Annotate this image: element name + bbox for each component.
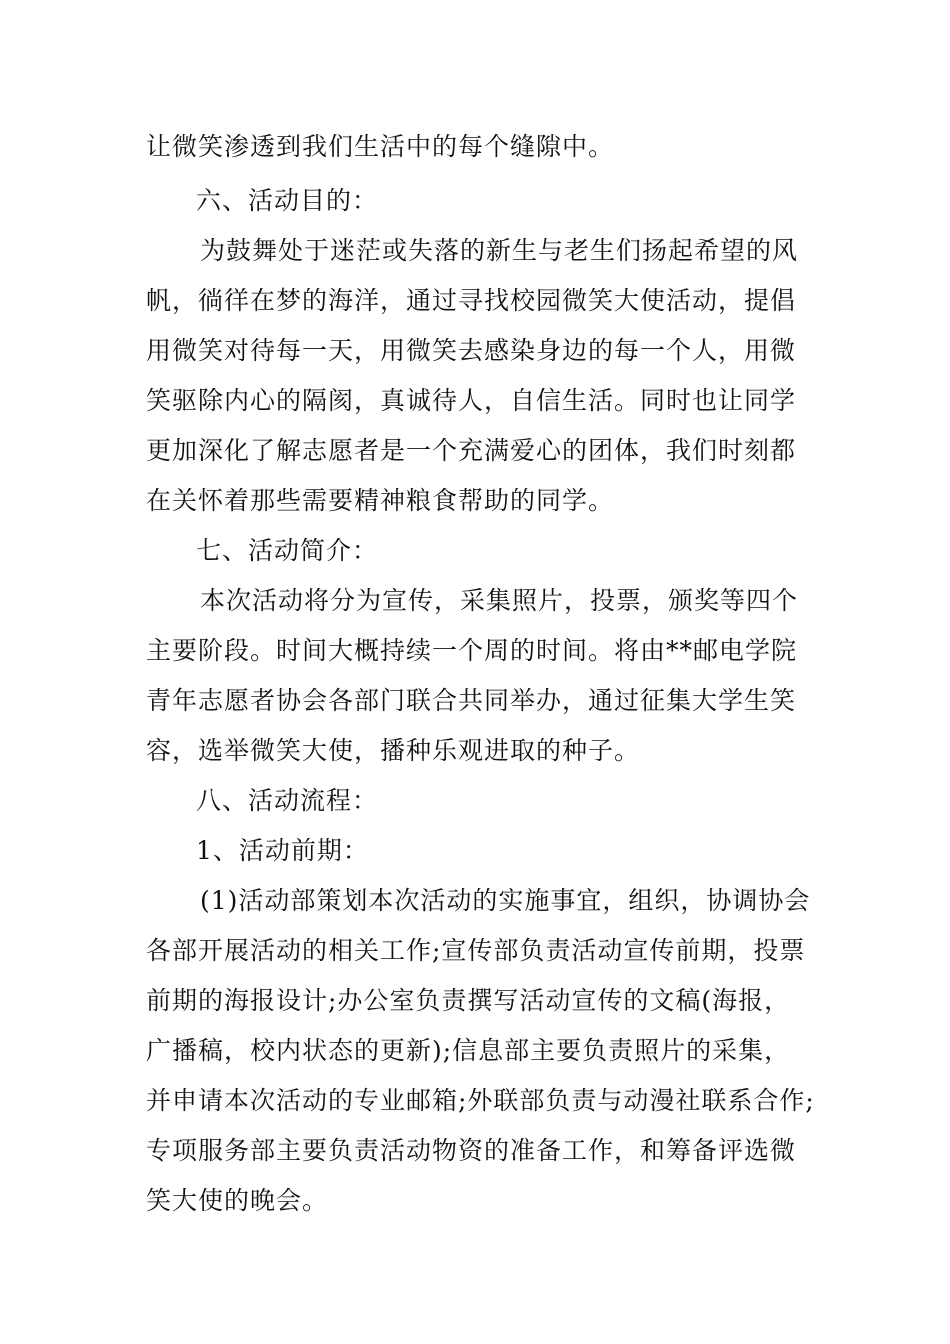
paragraph-line-4: 帆，徜徉在梦的海洋，通过寻找校园微笑大使活动，提倡 bbox=[146, 286, 797, 315]
paragraph-line-18: 前期的海报设计;办公室负责撰写活动宣传的文稿(海报， bbox=[146, 986, 791, 1015]
paragraph-line-21: 专项服务部主要负责活动物资的准备工作，和筹备评选微 bbox=[146, 1136, 797, 1165]
paragraph-line-3: 为鼓舞处于迷茫或失落的新生与老生们扬起希望的风 bbox=[200, 236, 799, 265]
section-heading-6: 六、活动目的： bbox=[196, 186, 379, 215]
paragraph-line-22: 笑大使的晚会。 bbox=[146, 1186, 329, 1215]
paragraph-line-17: 各部开展活动的相关工作;宣传部负责活动宣传前期，投票 bbox=[146, 936, 806, 965]
paragraph-line-13: 容，选举微笑大使，播种乐观进取的种子。 bbox=[146, 736, 641, 765]
paragraph-line-6: 笑驱除内心的隔阂，真诚待人，自信生活。同时也让同学 bbox=[146, 386, 797, 415]
paragraph-line-5: 用微笑对待每一天，用微笑去感染身边的每一个人，用微 bbox=[146, 336, 797, 365]
paragraph-line-11: 主要阶段。时间大概持续一个周的时间。将由**邮电学院 bbox=[146, 636, 798, 665]
paragraph-line-10: 本次活动将分为宣传，采集照片，投票，颁奖等四个 bbox=[200, 586, 799, 615]
paragraph-line-8: 在关怀着那些需要精神粮食帮助的同学。 bbox=[146, 486, 615, 515]
paragraph-line-1: 让微笑渗透到我们生活中的每个缝隙中。 bbox=[146, 132, 615, 161]
subheading-1: 1、活动前期： bbox=[196, 836, 369, 865]
section-heading-8: 八、活动流程： bbox=[196, 786, 379, 815]
section-heading-7: 七、活动简介： bbox=[196, 536, 379, 565]
paragraph-line-20: 并申请本次活动的专业邮箱;外联部负责与动漫社联系合作; bbox=[146, 1086, 815, 1115]
paragraph-line-19: 广播稿，校内状态的更新);信息部主要负责照片的采集， bbox=[146, 1036, 791, 1065]
paragraph-line-7: 更加深化了解志愿者是一个充满爱心的团体，我们时刻都 bbox=[146, 436, 797, 465]
paragraph-line-16: (1)活动部策划本次活动的实施事宜，组织，协调协会 bbox=[200, 886, 811, 915]
paragraph-line-12: 青年志愿者协会各部门联合共同举办，通过征集大学生笑 bbox=[146, 686, 797, 715]
